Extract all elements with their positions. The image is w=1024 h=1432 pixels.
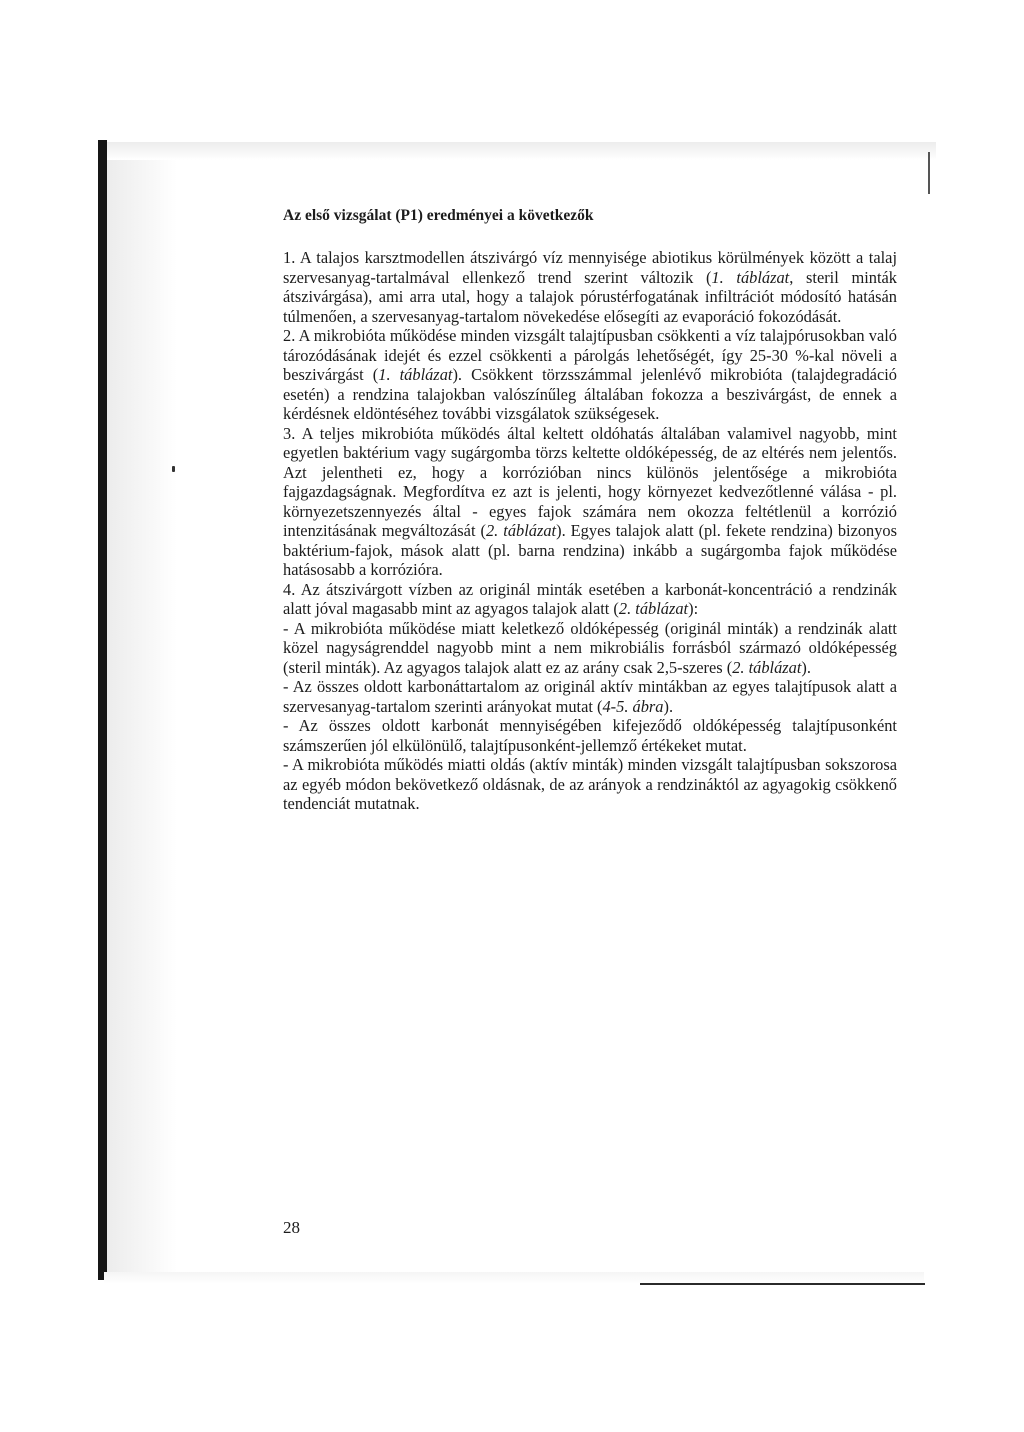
paragraph: 2. A mikrobióta működése minden vizsgált talajtípusban csökkenti a víz talajpórusokban való tározódásának idejét és ezzel csökkenti a párolgás lehetőségét, így 25-30 %-kal növeli a beszivárgást (1. táblázat). Csökkent törzsszámmal jelenlévő mikrobióta (talajdegradáció esetén) a rendzina talajokban valószínűleg általában fokozza a beszivárgást, de ennek a kérdésnek eldöntéséhez további vizsgálatok szükségesek.: [283, 326, 897, 423]
scan-shadow: [107, 150, 177, 1275]
paragraph: 1. A talajos karsztmodellen átszivárgó víz mennyisége abiotikus körülmények között a talaj szervesanyag-tartalmával ellenkező trend szerint változik (1. táblázat, steril minták átszivárgása), ami arra utal, hogy a talajok pórustérfogatának infiltrációt módosító hatásán túlmenően, a szervesanyag-tartalom növekedése elősegíti az evaporáció fokozódását.: [283, 248, 898, 326]
paragraph: 4. Az átszivárgott vízben az originál minták esetében a karbonát-koncentráció a rendzinák alatt jóval magasabb mint az agyagos talajok alatt (2. táblázat):: [283, 579, 897, 618]
scan-top-edge: [106, 142, 936, 160]
table-reference: 2. táblázat: [618, 599, 689, 618]
table-reference: 1. táblázat: [378, 365, 453, 384]
table-reference: 2. táblázat: [485, 521, 557, 540]
paragraph: - A mikrobióta működés miatti oldás (aktív minták) minden vizsgált talajtípusban sokszorosa az egyéb módon bekövetkező oldásnak, de az arányok a rendzináktól az agyagokig csökkenő tendenciát mutatnak.: [283, 755, 897, 813]
paragraph: - A mikrobióta működése miatt keletkező oldóképesség (originál minták) a rendzinák alatt közel nagyságrenddel nagyobb mint a nem mikrobiális forrásból származó oldóképesség (steril minták). Az agyagos talajok alatt ez az arány csak 2,5-szeres (2. táblázat).: [283, 618, 897, 677]
page-number: 28: [283, 1218, 300, 1237]
scan-right-mark: [928, 152, 930, 194]
table-reference: 4-5. ábra: [602, 696, 664, 716]
page-content: [283, 204, 897, 814]
paragraph: - Az összes oldott karbonát mennyiségében kifejeződő oldóképesség talajtípusonként számszerűen jól elkülönülő, talajtípusonként-jellemző értékeket mutat.: [283, 716, 897, 755]
paragraph: - Az összes oldott karbonáttartalom az originál aktív mintákban az egyes talajtípusok alatt a szervesanyag-tartalom szerinti arányokat mutat (4-5. ábra).: [283, 677, 897, 716]
body-text: [283, 248, 897, 814]
scan-bottom-line: [640, 1283, 925, 1285]
paragraph: 3. A teljes mikrobióta működés által keltett oldóhatás általában valamivel nagyobb, mint egyetlen baktérium vagy sugárgomba törzs keltette oldóképesség, de az eltérés nem jelentős. Azt jelentheti ez, hogy a korrózióban nincs különös jelentősége a mikrobióta fajgazdagságnak. Megfordítva ez azt is jelenti, hogy környezet kedvezőtlenné válása - pl. környezetszennyezés által - egyes fajok számára nem okozza feltétlenül a korrózió intenzitásának megváltozását (2. táblázat). Egyes talajok alatt (pl. fekete rendzina) bizonyos baktérium-fajok, mások alatt (pl. barna rendzina) inkább a sugárgomba fajok működése hatásosabb a korrózióra.: [283, 423, 897, 579]
table-reference: 2. táblázat: [732, 657, 802, 677]
table-reference: 1. táblázat: [711, 267, 790, 287]
scan-left-edge: [98, 140, 107, 1280]
scan-speck: [172, 466, 175, 472]
section-heading: Az első vizsgálat (P1) eredményei a következők: [283, 207, 594, 224]
